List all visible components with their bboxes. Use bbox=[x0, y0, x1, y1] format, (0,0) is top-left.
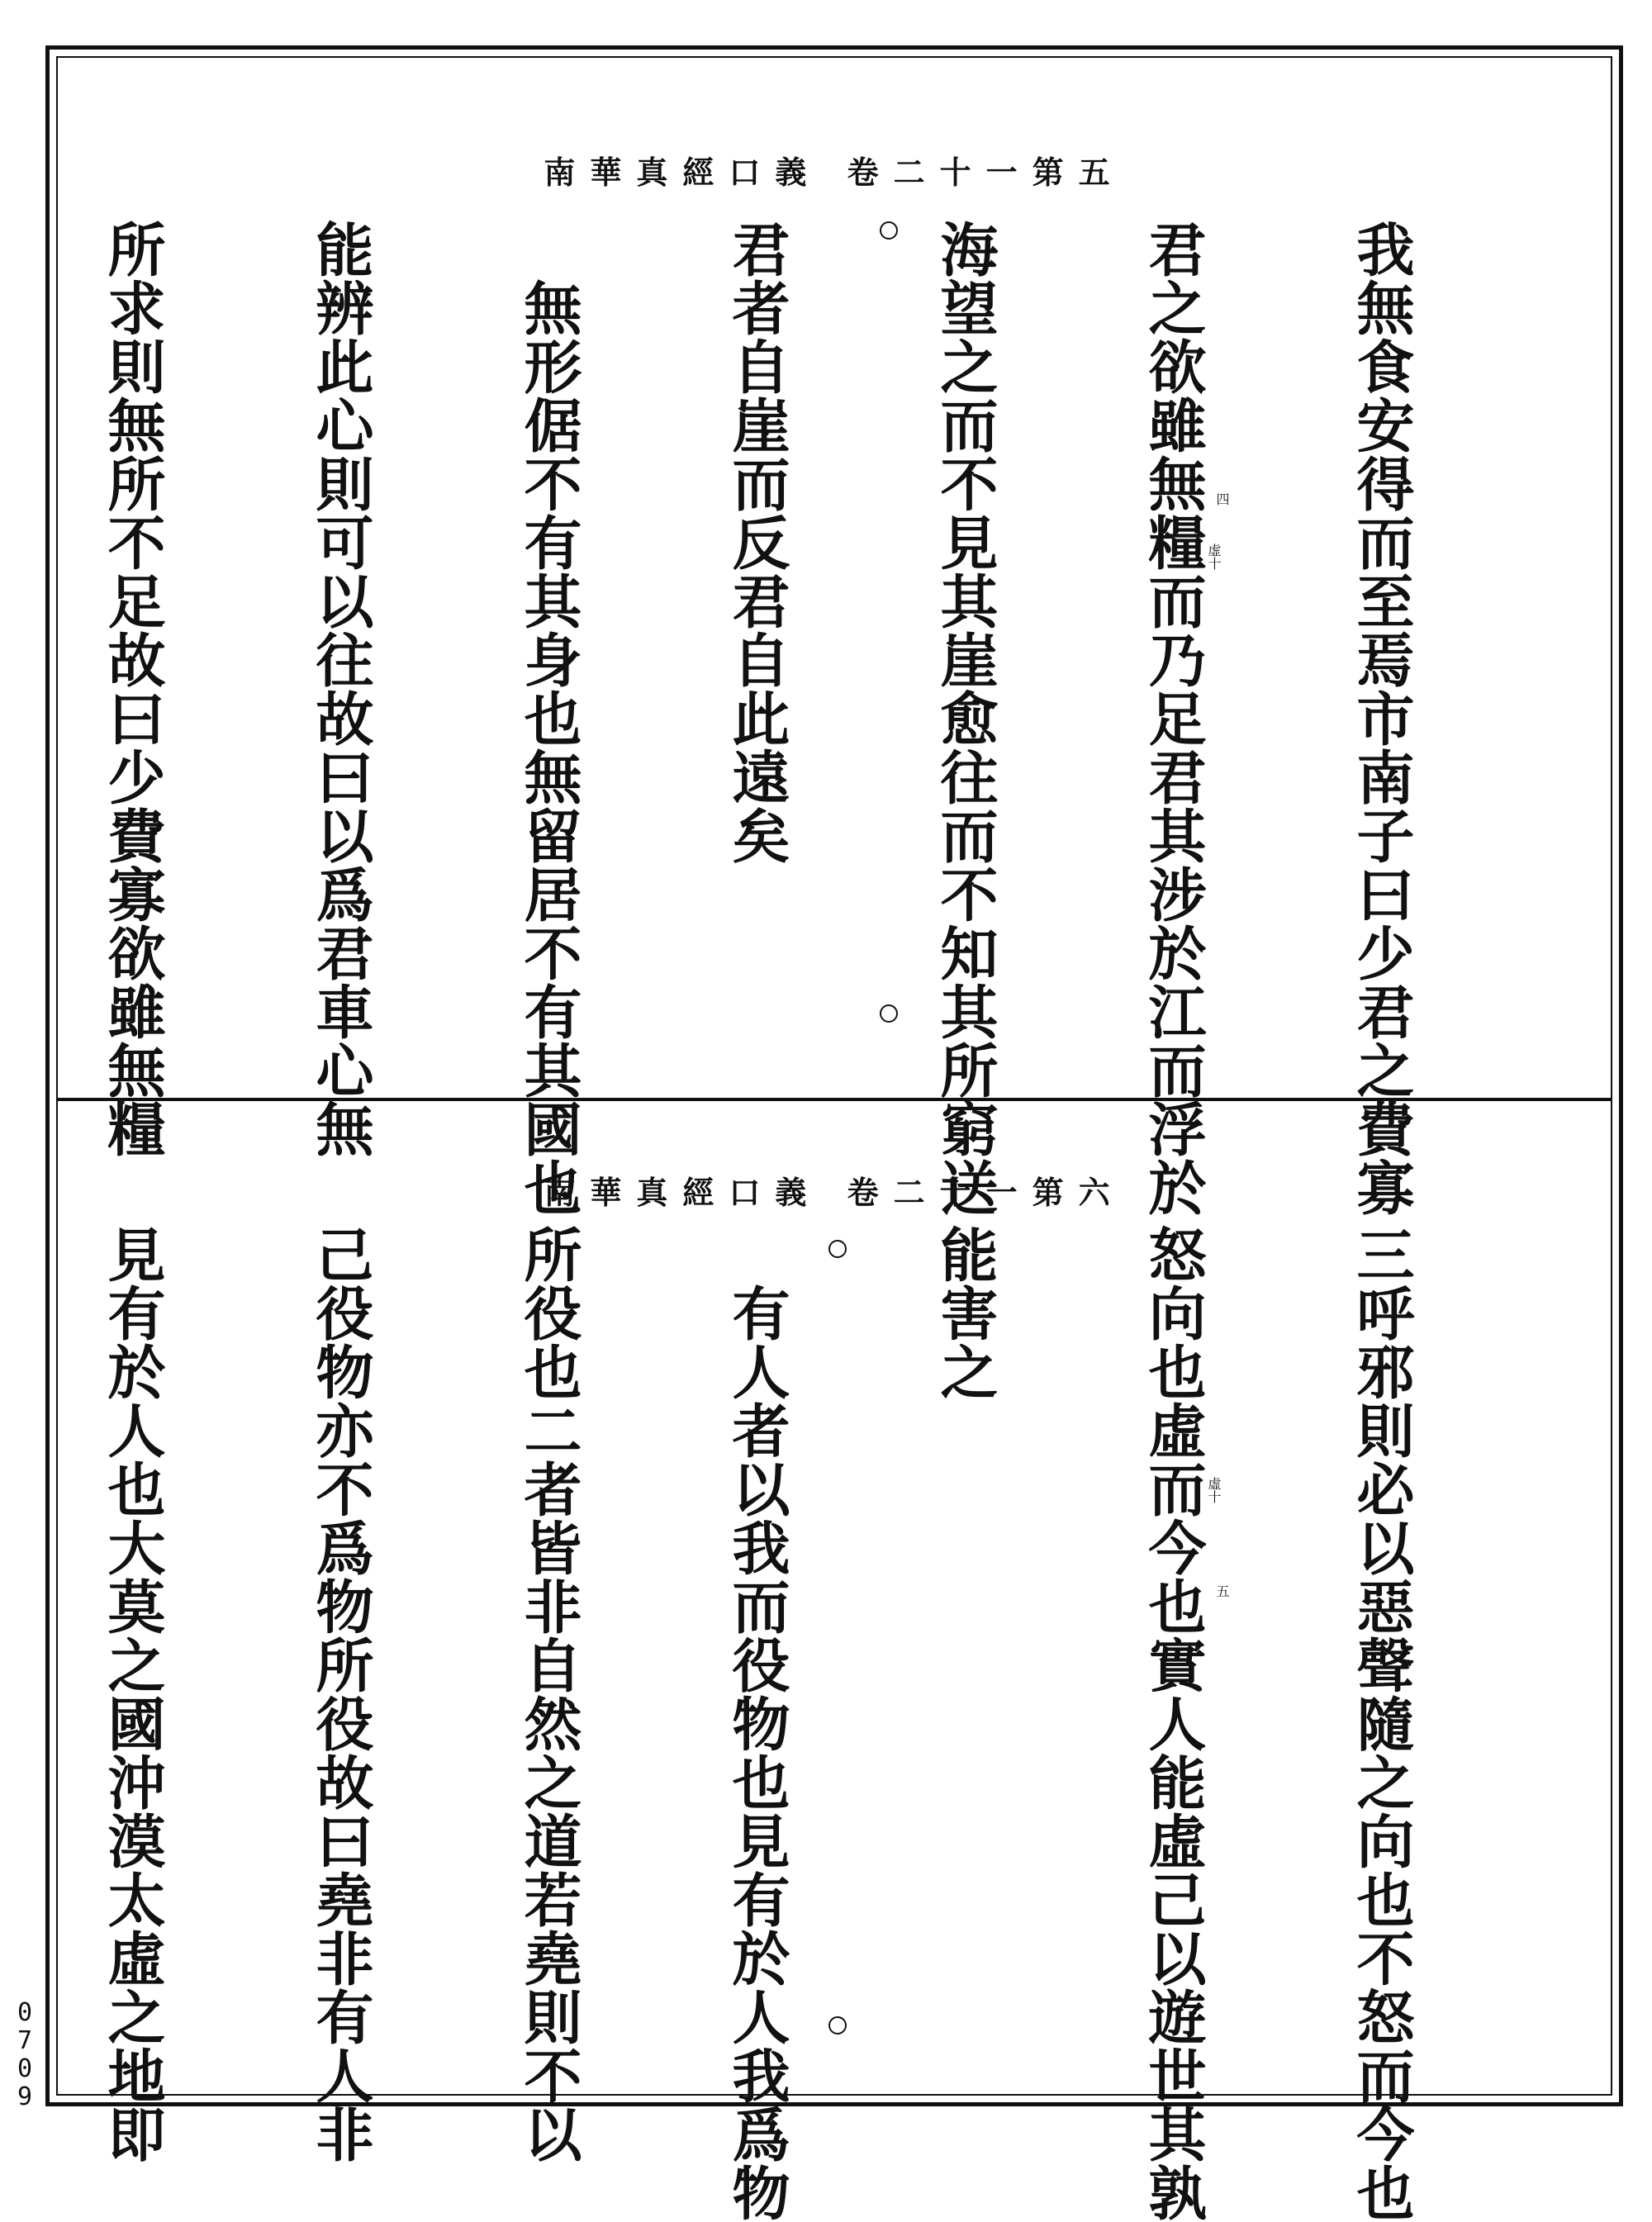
text-column: 君之欲雖無糧而乃足君其涉於江而浮於 bbox=[1139, 220, 1208, 1217]
bottom-page-header-text: 南華真經口義 卷二十一第六 bbox=[544, 1174, 1125, 1211]
top-page-header-text: 南華真經口義 卷二十一第五 bbox=[544, 154, 1125, 191]
text-column: 海望之而不見其崖愈往而不知其所窮送 bbox=[931, 220, 999, 1217]
bottom-page-text-body bbox=[56, 1225, 1612, 2222]
bottom-page-header bbox=[56, 1167, 1612, 1213]
top-margin-note-2: 虚十 bbox=[1206, 544, 1222, 570]
text-column: 無形倨不有其身也無留居不有其國也 bbox=[515, 220, 583, 1217]
text-column: 能辨此心則可以往故曰以爲君車心無 bbox=[306, 220, 375, 1158]
bottom-margin-note-1: 五 bbox=[1214, 1584, 1230, 1598]
bottom-page bbox=[56, 1101, 1612, 2222]
text-column: 三呼邪則必以惡聲隨之向也不怒而今也 bbox=[1347, 1225, 1416, 2222]
top-margin-note-1: 四 bbox=[1214, 492, 1230, 506]
text-column: 能害之 bbox=[931, 1225, 999, 1401]
text-column: 見有於人也大莫之國沖漠太虛之地即 bbox=[98, 1225, 167, 2163]
text-column: 怒向也虛而今也實人能虛己以遊世其孰 bbox=[1139, 1225, 1208, 2222]
text-column: 所求則無所不足故曰少費寡欲雖無糧 bbox=[98, 220, 167, 1158]
text-column: 有人者以我而役物也見有於人我爲物 bbox=[723, 1225, 791, 2222]
page-number: 0709 bbox=[17, 1998, 33, 2111]
top-page-header bbox=[56, 147, 1612, 192]
text-column: 君者自崖而反君自此遠矣 bbox=[723, 220, 791, 865]
text-column: 己役物亦不爲物所役故曰堯非有人非 bbox=[306, 1225, 375, 2163]
bottom-margin-note-2: 虛十 bbox=[1206, 1477, 1222, 1503]
text-column: 我無食安得而至焉市南子曰少君之費寡 bbox=[1347, 220, 1416, 1217]
text-column: 所役也二者皆非自然之道若堯則不以 bbox=[515, 1225, 583, 2163]
